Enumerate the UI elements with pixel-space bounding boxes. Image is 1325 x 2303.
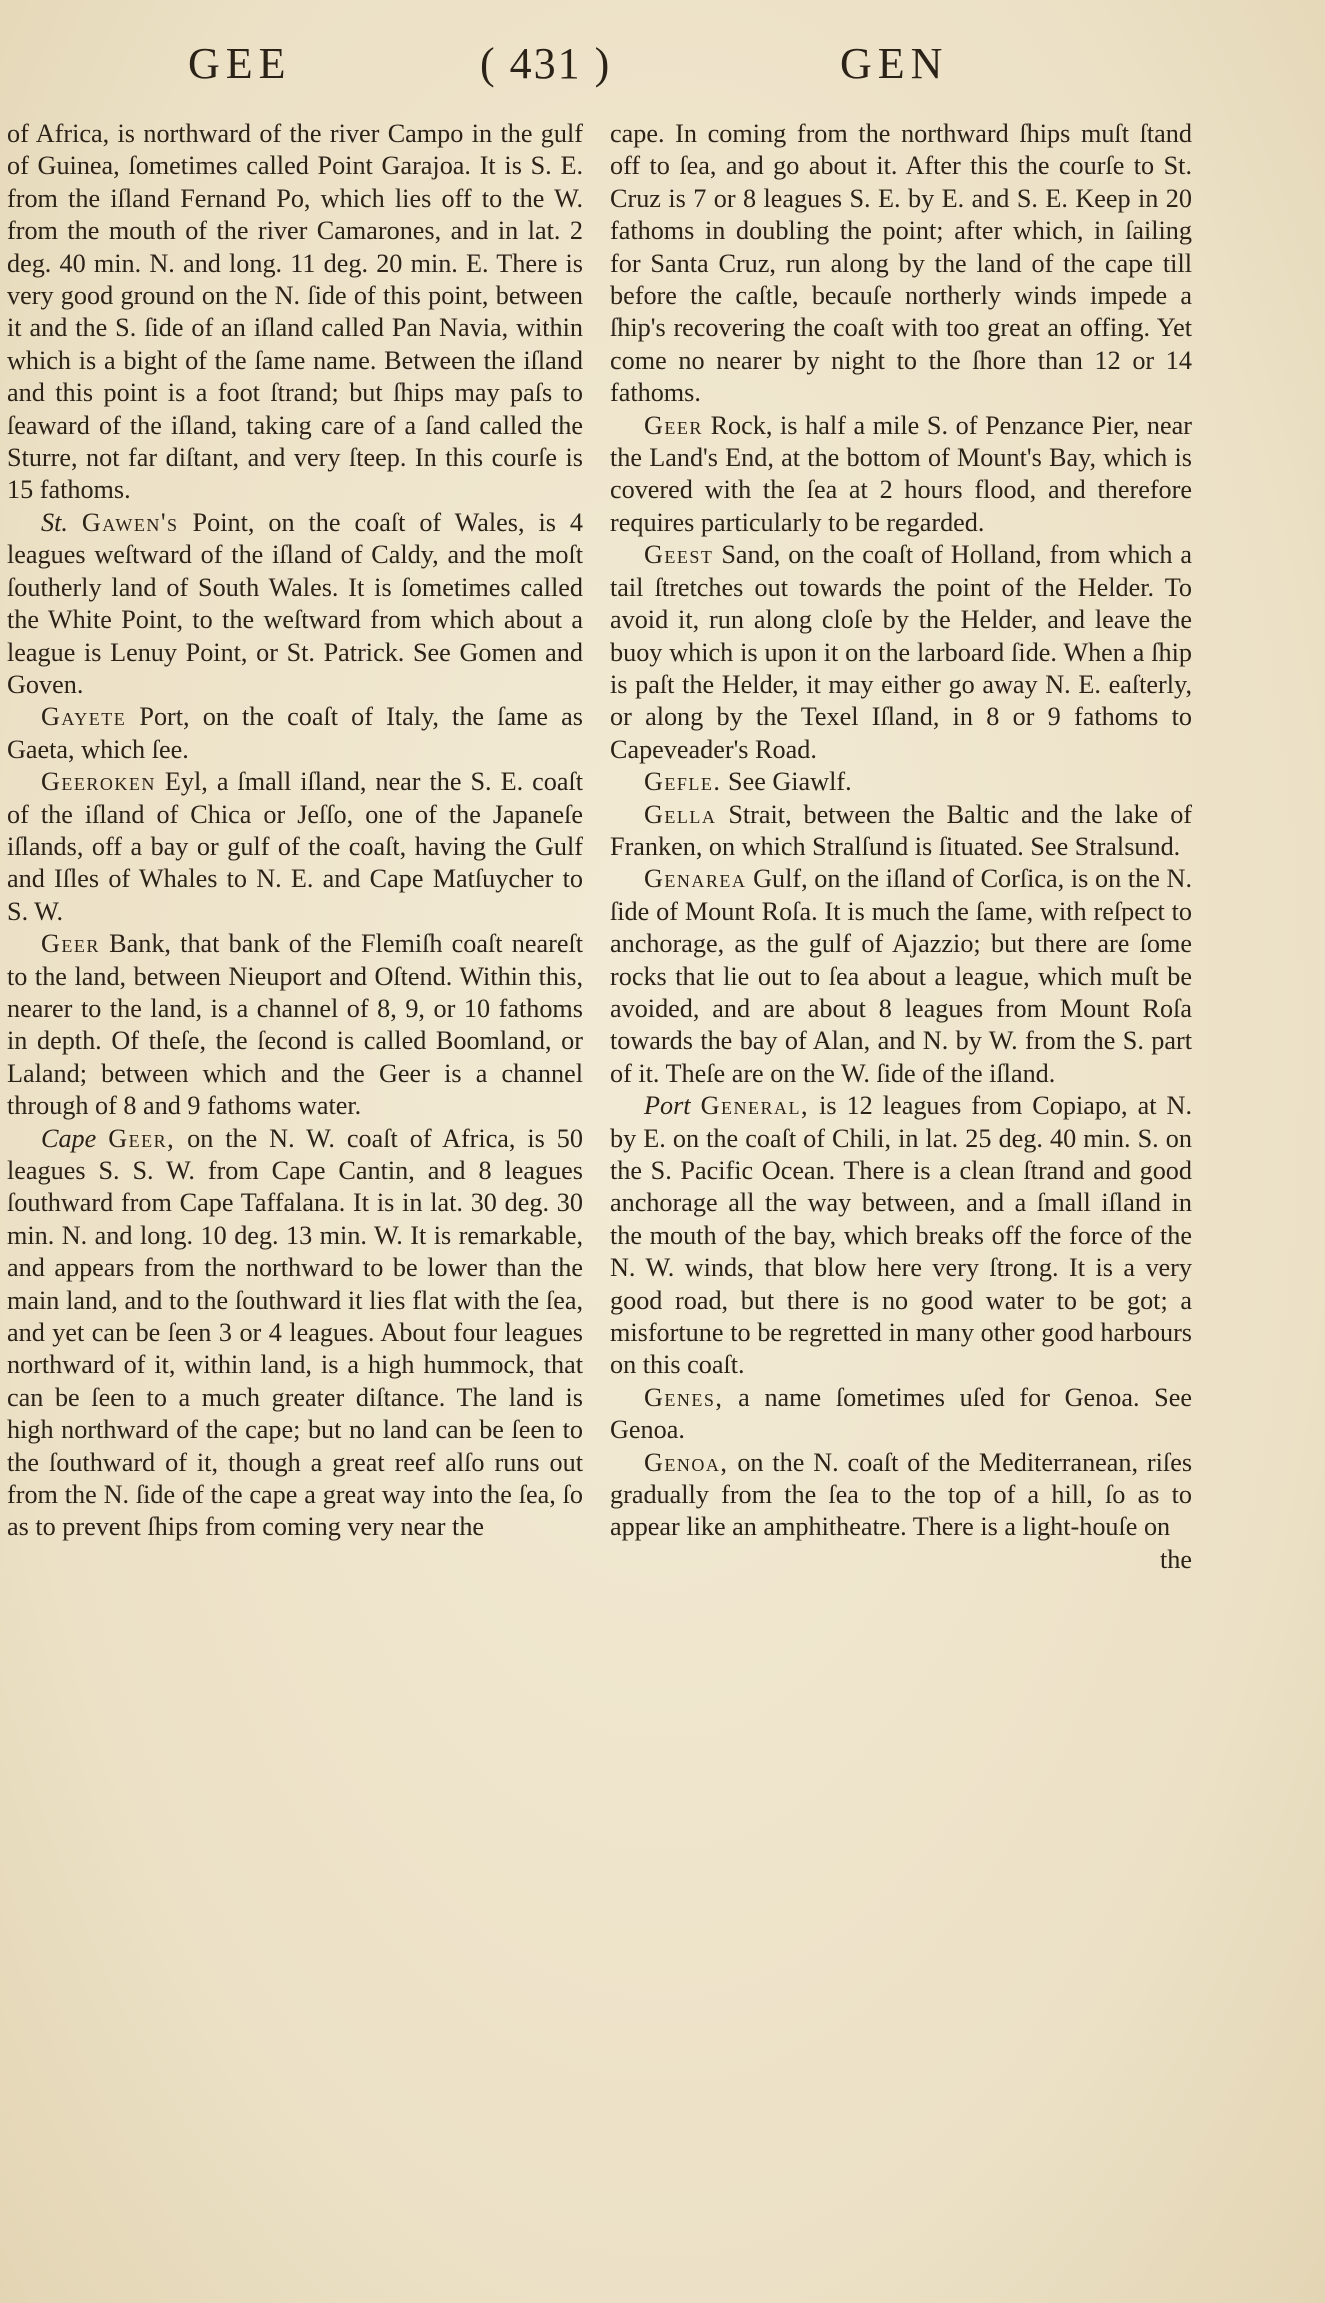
entry-headword: Geer xyxy=(41,929,100,959)
entry-text: is 12 leagues from Copiapo, at N. by E. on the coaſt of Chili, in lat. 25 deg. 40 min. S. on the S. Pacific Ocean. There is a clean ſtrand and good anchorage all the way between, and a ſmall iſland in the mouth of the bay, which breaks off the force of the N. W. winds, that blow here very ſtrong. It is a very good road, but there is no good water to be got; a misfortune to be regretted in many other good harbours on this coaſt. xyxy=(610,1091,1192,1380)
entry-headword: Geer xyxy=(644,410,703,440)
entry-paragraph xyxy=(7,507,583,701)
entry-text: See Giawlf. xyxy=(728,767,852,797)
entry-paragraph xyxy=(610,766,1192,798)
entry-text: Gulf, on the iſland of Corſica, is on the N. ſide of Mount Roſa. It is much the ſame, with reſpect to anchorage, as the gulf of Ajazzio; but there are ſome rocks that lie out to ſea about a league, which muſt be avoided, and are about 8 leagues from Mount Roſa towards the bay of Alan, and N. by W. from the S. part of it. Theſe are on the W. ſide of the iſland. xyxy=(610,864,1192,1088)
entry-text: Sand, on the coaſt of Holland, from which a tail ſtretches out towards the point of the Helder. To avoid it, run along cloſe by the Helder, and leave the buoy which is upon it on the larboard ſide. When a ſhip is paſt the Helder, it may either go away N. E. eaſterly, or along by the Texel Iſland, in 8 or 9 fathoms to Capeveader's Road. xyxy=(610,540,1193,764)
entry-paragraph xyxy=(7,701,583,766)
entry-headword: Geest xyxy=(644,540,714,570)
entry-prefix: St. xyxy=(41,507,68,537)
entry-paragraph xyxy=(610,1382,1192,1447)
entry-headword: General, xyxy=(700,1091,810,1121)
entry-headword: Genarea xyxy=(644,864,747,894)
header-right-word: GEN xyxy=(840,39,949,88)
entry-headword: Gella xyxy=(644,799,717,829)
entry-text: on the N. W. coaſt of Africa, is 50 leagues S. S. W. from Cape Cantin, and 8 leagues ſouthward from Cape Taffalana. It is in lat. 30 deg. 30 min. N. and long. 10 deg. 13 min. W. It is remarkable, and appears from the northward to be lower than the main land, and to the ſouthward it lies flat with the ſea, and yet can be ſeen 3 or 4 leagues. About four leagues northward of it, within land, is a high hummock, that can be ſeen to a much greater diſtance. The land is high northward of the cape; but no land can be ſeen to the ſouthward of it, though a great reef alſo runs out from the N. ſide of the cape a great way into the ſea, ſo as to prevent ſhips from coming very near the xyxy=(7,1123,583,1542)
entry-paragraph xyxy=(7,118,583,507)
entry-paragraph xyxy=(610,1447,1192,1544)
catchword: the xyxy=(1160,1544,1192,1574)
entry-headword: Geer, xyxy=(108,1123,176,1153)
entry-headword: Geeroken xyxy=(41,767,156,797)
entry-headword: Gefle. xyxy=(644,767,722,797)
entry-text: a name ſometimes uſed for Genoa. See Genoa. xyxy=(610,1382,1192,1445)
entry-headword: Genoa, xyxy=(644,1447,729,1477)
entry-text: Rock, is half a mile S. of Penzance Pier, near the Land's End, at the bottom of Mount's Bay, which is covered with the ſea at 2 hours flood, and therefore requires particularly to be regarded. xyxy=(610,410,1192,537)
entry-paragraph xyxy=(610,118,1192,410)
entry-text: Port, on the coaſt of Italy, the ſame as Gaeta, which ſee. xyxy=(7,702,583,764)
header-left-word: GEE xyxy=(188,39,292,88)
entry-paragraph xyxy=(610,539,1192,766)
entry-paragraph xyxy=(7,766,583,928)
page-number: ( 431 ) xyxy=(480,39,612,88)
entry-text: Bank, that bank of the Flemiſh coaſt neareſt to the land, between Nieuport and Oſtend. Within this, nearer to the land, is a channel of 8, 9, or 10 fathoms in depth. Of theſe, the ſecond is called Boomland, or Laland; between which and the Geer is a channel through of 8 and 9 fathoms water. xyxy=(7,929,583,1121)
entry-paragraph xyxy=(610,799,1192,864)
entry-headword: Genes, xyxy=(644,1382,724,1412)
entry-text: Point, on the coaſt of Wales, is 4 leagues weſtward of the iſland of Caldy, and the moſt ſoutherly land of South Wales. It is ſometimes called the White Point, to the weſtward from which about a league is Lenuy Point, or St. Patrick. See Gomen and Goven. xyxy=(7,507,584,699)
right-column xyxy=(610,118,1192,1576)
entry-text: on the N. coaſt of the Mediterranean, riſes gradually from the ſea to the top of a hill, ſo as to appear like an amphitheatre. There is a light-houſe on xyxy=(610,1447,1193,1542)
entry-text: cape. In coming from the northward ſhips muſt ſtand off to ſea, and go about it. After this the courſe to St. Cruz is 7 or 8 leagues S. E. by E. and S. E. Keep in 20 fathoms in doubling the point; after which, in ſailing for Santa Cruz, run along by the land of the cape till before the caſtle, becauſe northerly winds impede a ſhip's recovering the coaſt with too great an offing. Yet come no nearer by night to the ſhore than 12 or 14 fathoms. xyxy=(610,119,1192,408)
entry-headword: Gayete xyxy=(41,702,127,732)
entry-paragraph xyxy=(7,1123,583,1544)
entry-paragraph xyxy=(7,928,583,1122)
entry-text: Eyl, a ſmall iſland, near the S. E. coaſt of the iſland of Chica or Jeſſo, one of the Japaneſe iſlands, off a bay or gulf of the coaſt, having the Gulf and Iſles of Whales to N. E. and Cape Matſuycher to S. W. xyxy=(7,767,584,926)
entry-prefix: Port xyxy=(644,1091,691,1121)
running-head xyxy=(0,38,1325,108)
entry-paragraph xyxy=(610,410,1192,540)
entry-text: of Africa, is northward of the river Campo in the gulf of Guinea, ſometimes called Point Garajoa. It is S. E. from the iſland Fernand Po, which lies off to the W. from the mouth of the river Camarones, and in lat. 2 deg. 40 min. N. and long. 11 deg. 20 min. E. There is very good ground on the N. ſide of this point, between it and the S. ſide of an iſland called Pan Navia, within which is a bight of the ſame name. Between the iſland and this point is a foot ſtrand; but ſhips may paſs to ſeaward of the iſland, taking care of a ſand called the Sturre, not far diſtant, and very ſteep. In this courſe is 15 fathoms. xyxy=(7,119,583,505)
entry-paragraph xyxy=(610,863,1192,1090)
entry-headword: Gawen's xyxy=(81,507,179,537)
entry-prefix: Cape xyxy=(41,1123,97,1153)
entry-paragraph xyxy=(610,1090,1192,1382)
left-column xyxy=(7,118,583,1544)
entry-text: Strait, between the Baltic and the lake of Franken, on which Stralſund is ſituated. See Stralsund. xyxy=(610,799,1193,861)
